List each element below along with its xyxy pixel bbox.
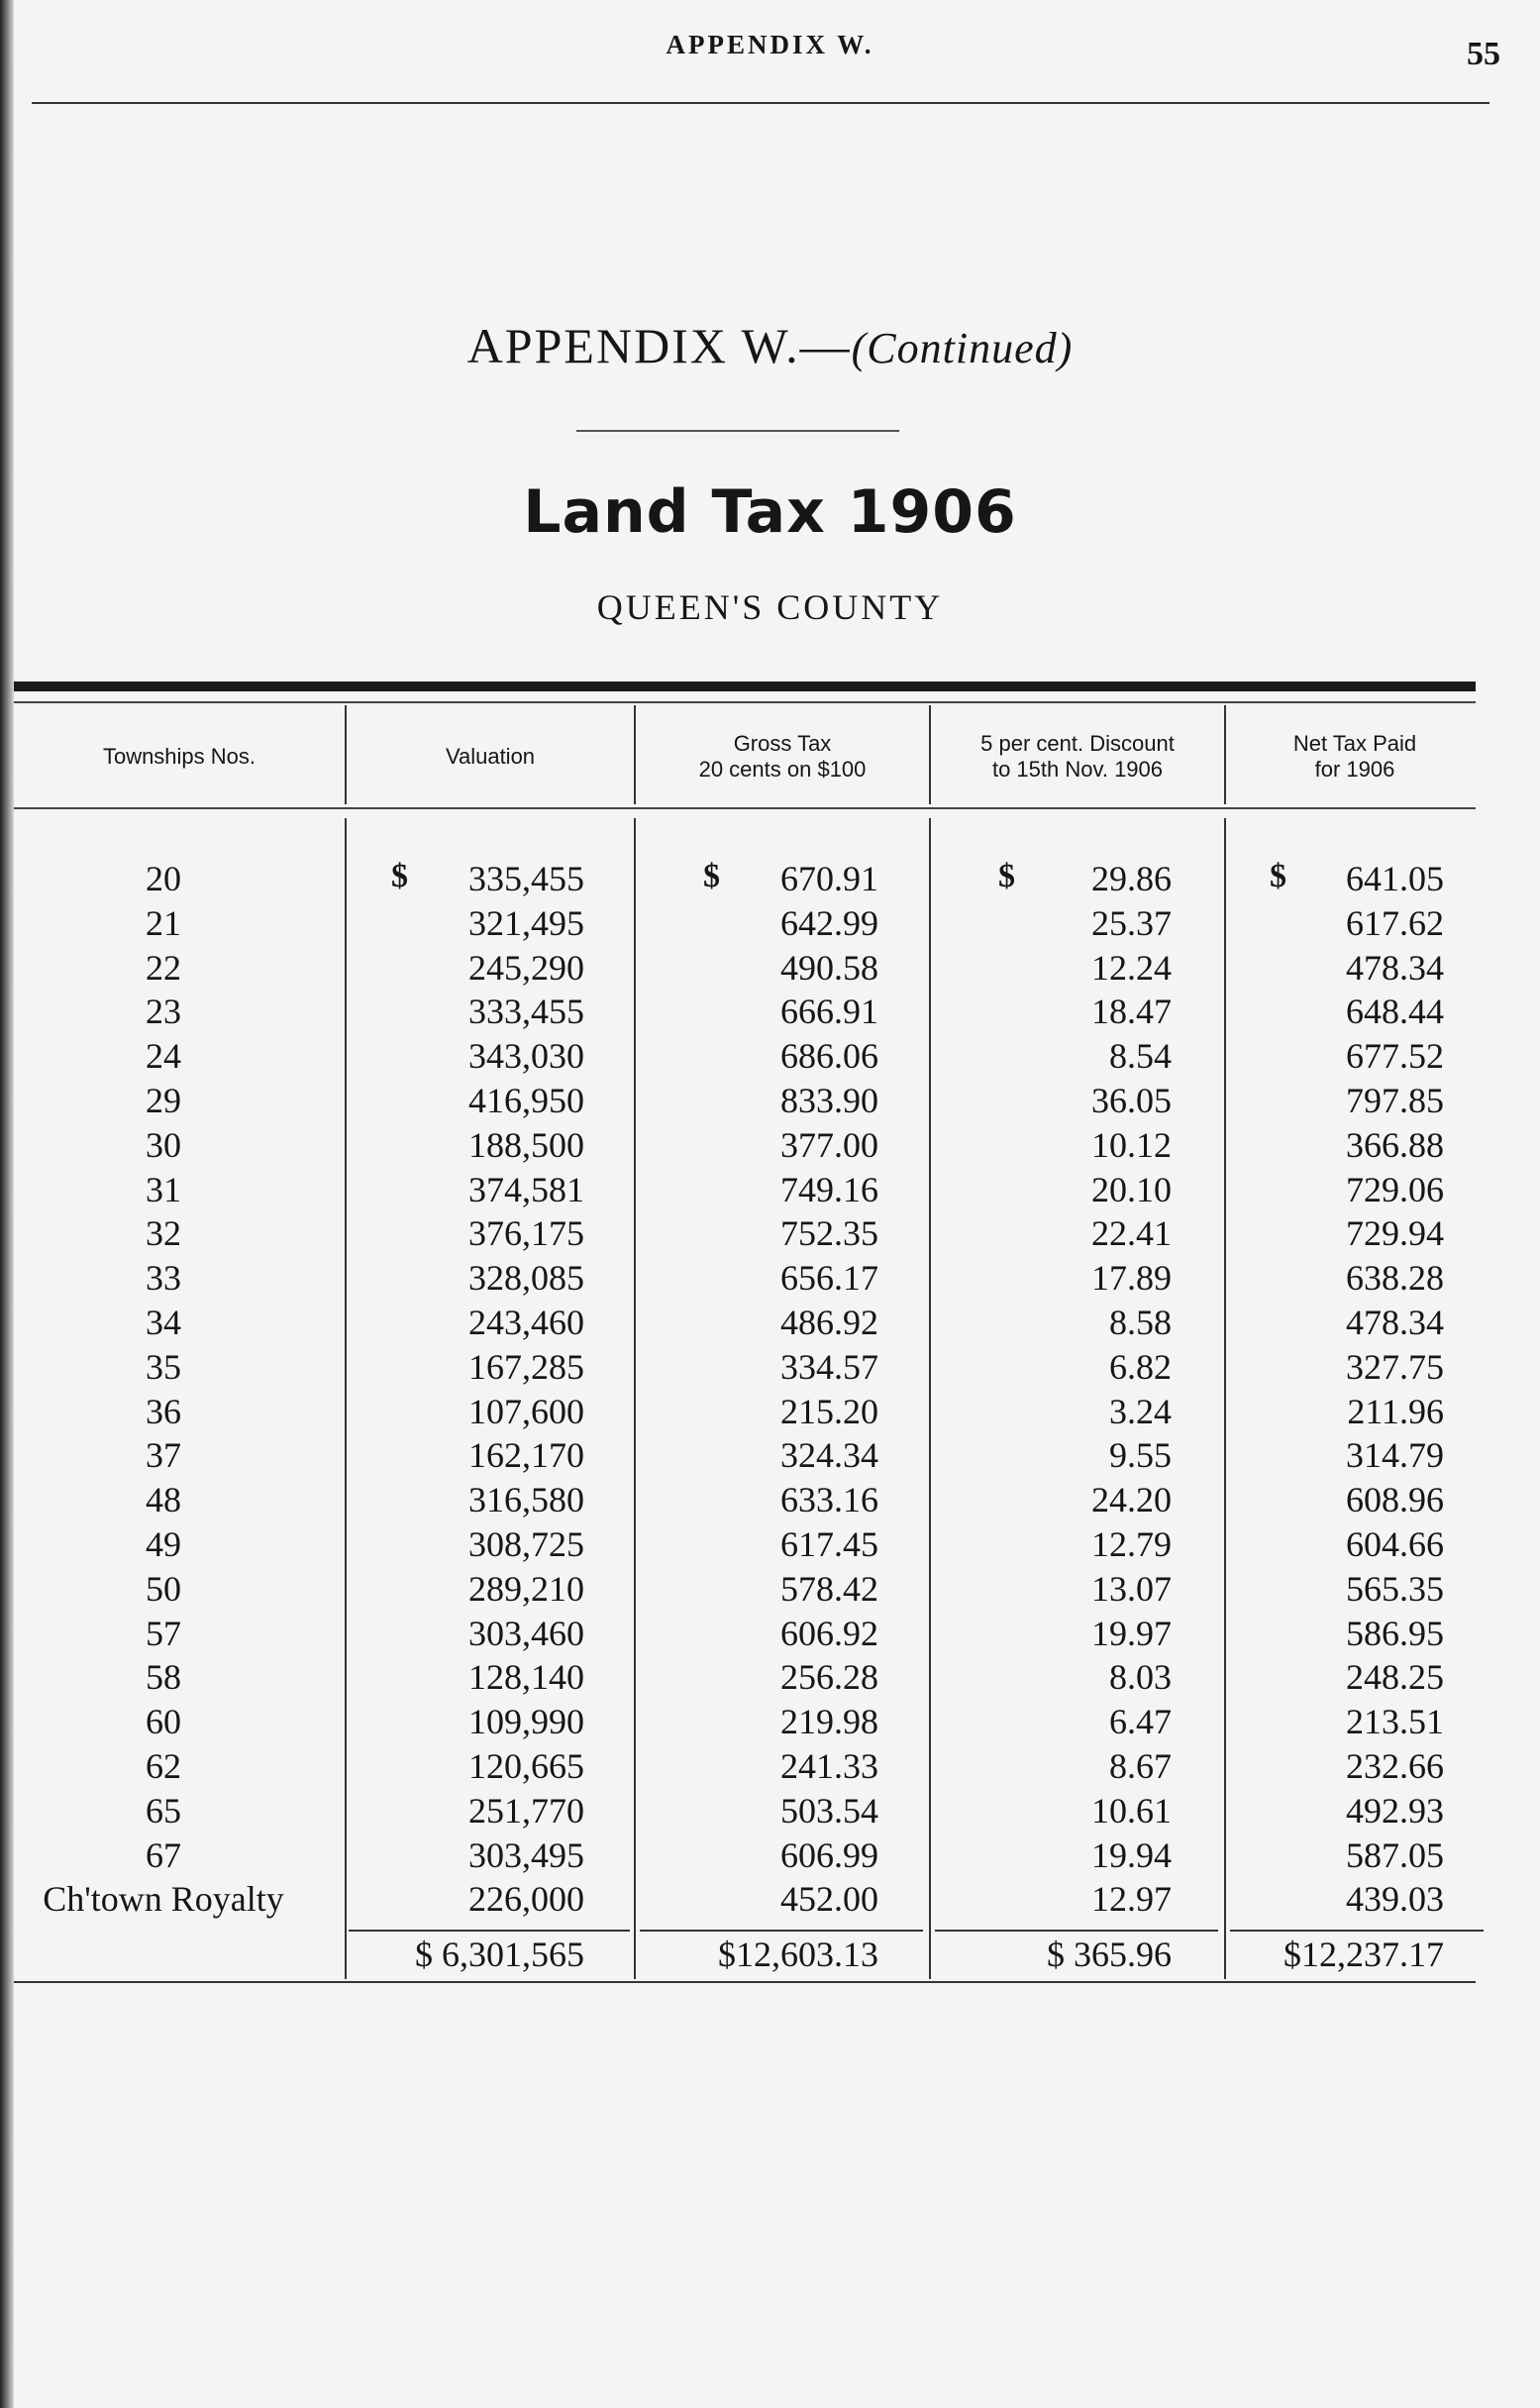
total-gross-tax: $12,603.13 (718, 1935, 878, 1974)
cell-discount: 8.54 (1109, 1036, 1172, 1077)
cell-valuation: 303,495 (468, 1834, 584, 1875)
cell-valuation: 162,170 (468, 1435, 584, 1476)
cell-township: 34 (146, 1303, 181, 1342)
table-row (0, 1878, 1540, 1923)
cell-valuation: 316,580 (468, 1480, 584, 1520)
appendix-title (0, 317, 1540, 374)
cell-net-tax: 211.96 (1347, 1391, 1444, 1431)
cell-net-tax: 586.95 (1346, 1613, 1444, 1653)
cell-net-tax: 638.28 (1346, 1258, 1444, 1299)
cell-discount: 10.61 (1091, 1790, 1172, 1831)
cell-township: 36 (146, 1391, 181, 1431)
cell-discount: 17.89 (1091, 1258, 1172, 1299)
cell-township: 57 (146, 1613, 181, 1653)
cell-net-tax: 492.93 (1346, 1790, 1444, 1831)
cell-gross-tax: 617.45 (780, 1524, 878, 1564)
header-townships (14, 711, 345, 802)
cell-discount: 25.37 (1091, 902, 1172, 943)
cell-valuation: 374,581 (468, 1169, 584, 1209)
cell-valuation: 376,175 (468, 1213, 584, 1254)
header-line-1: Townships Nos. (102, 744, 257, 769)
cell-net-tax: 641.05 (1346, 859, 1444, 898)
title-dash: — (799, 318, 852, 373)
cell-net-tax: 248.25 (1346, 1657, 1444, 1698)
cell-net-tax: 608.96 (1346, 1480, 1444, 1520)
cell-gross-tax: 606.92 (780, 1613, 878, 1653)
cell-gross-tax: 642.99 (780, 902, 878, 943)
total-valuation: $ 6,301,565 (415, 1935, 584, 1974)
header-line-1: Gross Tax (733, 731, 832, 756)
column-divider (634, 705, 636, 804)
cell-discount: 22.41 (1091, 1213, 1172, 1254)
column-divider (345, 705, 347, 804)
header-line-2: 20 cents on $100 (698, 757, 867, 782)
cell-discount: 13.07 (1091, 1568, 1172, 1609)
cell-gross-tax: 749.16 (780, 1169, 878, 1209)
table-row (0, 1523, 1540, 1568)
cell-valuation: 251,770 (468, 1790, 584, 1831)
table-row (0, 1124, 1540, 1169)
cell-township: 58 (146, 1657, 181, 1698)
header-bottom-rule (14, 807, 1476, 809)
appendix-label: APPENDIX W. (466, 318, 800, 373)
running-head: APPENDIX W. (666, 30, 874, 59)
total-net-tax: $12,237.17 (1283, 1935, 1444, 1974)
table-row (0, 1212, 1540, 1257)
cell-discount: 29.86 (1091, 859, 1172, 898)
header-line-1: Valuation (445, 744, 536, 769)
cell-township: 22 (146, 947, 181, 988)
cell-township: 20 (146, 859, 181, 898)
cell-gross-tax: 486.92 (780, 1303, 878, 1342)
cell-township: 23 (146, 992, 181, 1032)
cell-township: 60 (146, 1702, 181, 1742)
page-number: 55 (1467, 36, 1500, 72)
cell-valuation: 109,990 (468, 1702, 584, 1742)
sum-rule (640, 1930, 923, 1932)
table-row (0, 1169, 1540, 1213)
cell-valuation: 128,140 (468, 1657, 584, 1698)
title-divider (576, 430, 899, 432)
table-row (0, 1834, 1540, 1879)
cell-township: 33 (146, 1258, 181, 1299)
cell-valuation: 343,030 (468, 1036, 584, 1077)
cell-discount: 6.82 (1109, 1346, 1172, 1387)
cell-township: 21 (146, 902, 181, 943)
cell-gross-tax: 666.91 (780, 992, 878, 1032)
column-divider (1224, 705, 1226, 804)
cell-township: 32 (146, 1213, 181, 1254)
cell-valuation: 333,455 (468, 992, 584, 1032)
cell-net-tax: 729.06 (1346, 1169, 1444, 1209)
cell-discount: 8.03 (1109, 1657, 1172, 1698)
continued-label: (Continued) (851, 324, 1074, 372)
sum-rule (935, 1930, 1218, 1932)
table-row (0, 1701, 1540, 1745)
cell-township: 30 (146, 1124, 181, 1165)
cell-net-tax: 327.75 (1346, 1346, 1444, 1387)
table-row (0, 1257, 1540, 1302)
cell-net-tax: 314.79 (1346, 1435, 1444, 1476)
cell-net-tax: 478.34 (1346, 1303, 1444, 1342)
cell-discount: 18.47 (1091, 992, 1172, 1032)
cell-valuation: 243,460 (468, 1303, 584, 1342)
cell-valuation: 289,210 (468, 1568, 584, 1609)
cell-township: 37 (146, 1435, 181, 1476)
cell-gross-tax: 452.00 (780, 1879, 878, 1920)
cell-gross-tax: 670.91 (780, 859, 878, 898)
cell-net-tax: 617.62 (1346, 902, 1444, 943)
cell-discount: 3.24 (1109, 1391, 1172, 1431)
header-line-2: to 15th Nov. 1906 (991, 757, 1164, 782)
cell-discount: 9.55 (1109, 1435, 1172, 1476)
cell-net-tax: 797.85 (1346, 1081, 1444, 1120)
column-divider (929, 705, 931, 804)
cell-gross-tax: 377.00 (780, 1124, 878, 1165)
cell-net-tax: 729.94 (1346, 1213, 1444, 1254)
total-discount: $ 365.96 (1047, 1935, 1172, 1974)
table-row (0, 1391, 1540, 1435)
cell-discount: 20.10 (1091, 1169, 1172, 1209)
cell-net-tax: 565.35 (1346, 1568, 1444, 1609)
dollar-sign: $ (391, 858, 408, 894)
sum-rule (1230, 1930, 1484, 1932)
header-gross-tax (636, 711, 929, 802)
cell-township: 62 (146, 1746, 181, 1786)
totals-row (0, 1934, 1540, 1979)
cell-valuation: 226,000 (468, 1879, 584, 1920)
dollar-sign: $ (703, 858, 720, 894)
header-rule (32, 102, 1489, 104)
main-title: Land Tax 1906 (523, 477, 1017, 547)
cell-net-tax: 677.52 (1346, 1036, 1444, 1077)
cell-township: 29 (146, 1081, 181, 1120)
cell-discount: 8.67 (1109, 1746, 1172, 1786)
cell-valuation: 188,500 (468, 1124, 584, 1165)
table-row (0, 947, 1540, 992)
cell-discount: 24.20 (1091, 1480, 1172, 1520)
cell-valuation: 321,495 (468, 902, 584, 943)
cell-discount: 36.05 (1091, 1081, 1172, 1120)
dollar-sign: $ (1270, 858, 1286, 894)
header-line-1: 5 per cent. Discount (980, 731, 1175, 756)
cell-valuation: 308,725 (468, 1524, 584, 1564)
table-row (0, 1613, 1540, 1657)
table-row (0, 1302, 1540, 1346)
cell-discount: 6.47 (1109, 1702, 1172, 1742)
header-line-1: Net Tax Paid (1292, 731, 1417, 756)
cell-net-tax: 213.51 (1346, 1702, 1444, 1742)
table-bottom-rule (14, 1981, 1476, 1983)
sum-rule (349, 1930, 630, 1932)
table-row (0, 1568, 1540, 1613)
table-row (0, 1434, 1540, 1479)
cell-gross-tax: 215.20 (780, 1391, 878, 1431)
cell-net-tax: 232.66 (1346, 1746, 1444, 1786)
cell-gross-tax: 656.17 (780, 1258, 878, 1299)
table-row (0, 1080, 1540, 1124)
header-valuation (347, 711, 634, 802)
cell-valuation: 107,600 (468, 1391, 584, 1431)
cell-gross-tax: 752.35 (780, 1213, 878, 1254)
cell-township: 31 (146, 1169, 181, 1209)
dollar-sign: $ (998, 858, 1015, 894)
cell-township: 65 (146, 1790, 181, 1831)
cell-gross-tax: 833.90 (780, 1081, 878, 1120)
cell-gross-tax: 324.34 (780, 1435, 878, 1476)
table-row (0, 991, 1540, 1035)
cell-township: 50 (146, 1568, 181, 1609)
header-line-2: for 1906 (1314, 757, 1395, 782)
cell-valuation: 335,455 (468, 859, 584, 898)
cell-township: 24 (146, 1036, 181, 1077)
cell-gross-tax: 606.99 (780, 1834, 878, 1875)
cell-discount: 12.24 (1091, 947, 1172, 988)
cell-valuation: 303,460 (468, 1613, 584, 1653)
table-row (0, 1790, 1540, 1834)
table-row (0, 1745, 1540, 1790)
cell-net-tax: 366.88 (1346, 1124, 1444, 1165)
cell-gross-tax: 686.06 (780, 1036, 878, 1077)
table-row (0, 1346, 1540, 1391)
cell-discount: 8.58 (1109, 1303, 1172, 1342)
cell-net-tax: 478.34 (1346, 947, 1444, 988)
cell-discount: 19.97 (1091, 1613, 1172, 1653)
cell-township: 48 (146, 1480, 181, 1520)
cell-discount: 12.97 (1091, 1879, 1172, 1920)
table-row (0, 1035, 1540, 1080)
cell-valuation: 328,085 (468, 1258, 584, 1299)
cell-net-tax: 587.05 (1346, 1834, 1444, 1875)
cell-valuation: 245,290 (468, 947, 584, 988)
table-top-thin-rule (14, 701, 1476, 703)
cell-gross-tax: 633.16 (780, 1480, 878, 1520)
cell-gross-tax: 503.54 (780, 1790, 878, 1831)
cell-township: 67 (146, 1834, 181, 1875)
table-top-thick-rule (14, 681, 1476, 691)
table-row (0, 902, 1540, 947)
cell-gross-tax: 578.42 (780, 1568, 878, 1609)
cell-valuation: 416,950 (468, 1081, 584, 1120)
cell-gross-tax: 334.57 (780, 1346, 878, 1387)
cell-discount: 12.79 (1091, 1524, 1172, 1564)
cell-gross-tax: 256.28 (780, 1657, 878, 1698)
cell-township: Ch'town Royalty (43, 1879, 284, 1920)
county-subtitle: QUEEN'S COUNTY (596, 587, 944, 627)
table-row (0, 1479, 1540, 1523)
cell-gross-tax: 241.33 (780, 1746, 878, 1786)
cell-valuation: 167,285 (468, 1346, 584, 1387)
cell-township: 35 (146, 1346, 181, 1387)
cell-discount: 10.12 (1091, 1124, 1172, 1165)
cell-gross-tax: 219.98 (780, 1702, 878, 1742)
cell-net-tax: 439.03 (1346, 1879, 1444, 1920)
cell-net-tax: 604.66 (1346, 1524, 1444, 1564)
table-row (0, 1656, 1540, 1701)
header-net-tax (1226, 711, 1484, 802)
cell-discount: 19.94 (1091, 1834, 1172, 1875)
header-discount (931, 711, 1224, 802)
cell-net-tax: 648.44 (1346, 992, 1444, 1032)
cell-valuation: 120,665 (468, 1746, 584, 1786)
cell-gross-tax: 490.58 (780, 947, 878, 988)
table-row (0, 858, 1540, 902)
cell-township: 49 (146, 1524, 181, 1564)
